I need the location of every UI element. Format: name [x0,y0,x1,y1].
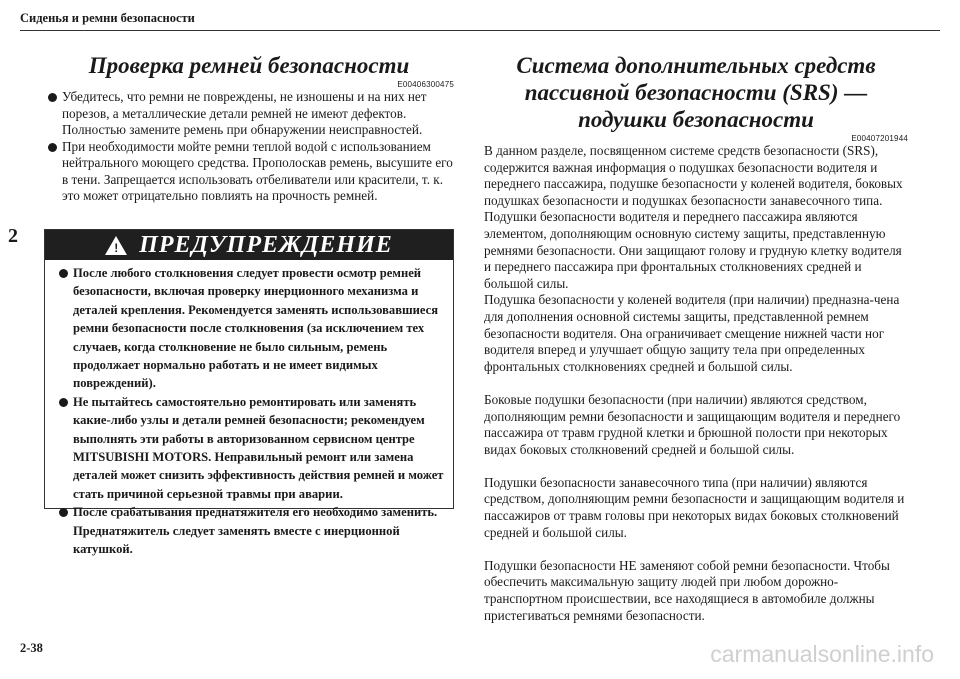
paragraph: Подушка безопасности у коленей водителя (при наличии) предназна-чена для дополнения основной системы защиты, представленной ремнем безопасности водителя. Она ограничивает смещение нижней части ног водителя вперед и улучшает общую защиту тела при определенных фронтальных столкновениях средней и большой силы. [484,292,900,374]
paragraph: Боковые подушки безопасности (при наличии) являются средством, дополняющим ремни безопасности и защищающим водителя и переднего пассажира от травм грудной клетки и брюшной полости при некоторых видах боковых столкновений средней и большой силы. [484,391,901,457]
warning-bullet-list [45,260,453,559]
warning-triangle-icon: ! [105,236,127,255]
section-title-srs-airbags: Система дополнительных средств пассивной безопасности (SRS) — подушки безопасности [516,53,876,132]
page-number: 2-38 [20,641,43,655]
section-code: E00407201944 [851,134,908,143]
warning-label: ПРЕДУПРЕЖДЕНИЕ [139,231,393,258]
list-item: После любого столкновения следует провести осмотр ремней безопасности, включая проверку инерционного механизма и деталей крепления. Рекомендуется заменять использовавшиеся ремни безопасности после столкновения (за исключением тех случаев, когда столкновение не было сильным, ремень продолжает нормально работать и не имеет видимых повреждений). [55,264,445,393]
warning-box [44,229,454,557]
list-item: Не пытайтесь самостоятельно ремонтировать или заменять какие-либо узлы и детали ремней безопасности; рекомендуем выполнять эти работы в авторизованном сервисном центре MITSUBISHI MOTORS. Неправильный ремонт или замена деталей может снизить эффективность действия ремней и может стать причиной серьезной травмы при аварии. [55,393,445,503]
section-code: E00406300475 [397,80,454,89]
list-item: Убедитесь, что ремни не повреждены, не изношены и на них нет порезов, а металлические детали ремней не имеют дефектов. Полностью замените ремень при обнаружении неисправностей. [44,89,454,139]
seatbelt-inspection-section [44,52,454,205]
list-item: После срабатывания преднатяжителя его необходимо заменить. Преднатяжитель следует заменять вместе с инерционной катушкой. [55,503,445,558]
bullet-icon [48,143,57,152]
running-header: Сиденья и ремни безопасности [20,11,195,25]
srs-airbag-section [484,52,908,624]
warning-header [45,230,453,260]
paragraph: Подушки безопасности НЕ заменяют собой ремни безопасности. Чтобы обеспечить максимальную защиту людей при любом дорожно-транспортном происшествии, все находящиеся в автомобиле должны пристегиваться ремнями безопасности. [484,557,890,623]
paragraph: Подушки безопасности водителя и переднего пассажира являются элементом, дополняющим основную систему защиты, представленную ремнями безопасности. Они защищают голову и грудную клетку водителя и переднего пассажира при фронтальных столкновениях средней и большой силы. [484,209,902,291]
list-item: При необходимости мойте ремни теплой водой с использованием нейтрального моющего средства. Прополоскав ремень, высушите его в тени. Запрещается использовать отбеливатели или красители, т. к. это может отрицательно повлиять на прочность ремней. [44,139,454,205]
chapter-tab: 2 [8,225,18,247]
header-divider [20,30,940,31]
section-title-seatbelt-inspection: Проверка ремней безопасности [88,53,410,78]
bullet-icon [59,269,68,278]
paragraph: В данном разделе, посвященном системе средств безопасности (SRS), содержится важная информация о подушках безопасности водителя и переднего пассажира, подушке безопасности у коленей водителя, боковых подушках безопасности и подушках безопасности занавесочного типа. [484,143,903,208]
watermark: carmanualsonline.info [710,641,934,667]
bullet-icon [48,93,57,102]
inspection-bullet-list [44,89,454,205]
bullet-icon [59,398,68,407]
bullet-icon [59,508,68,517]
paragraph: Подушки безопасности занавесочного типа (при наличии) являются средством, дополняющим ремни безопасности и защищающим водителя и пассажиров от травм головы при некоторых видах боковых столкновений средней и большой силы. [484,474,905,540]
